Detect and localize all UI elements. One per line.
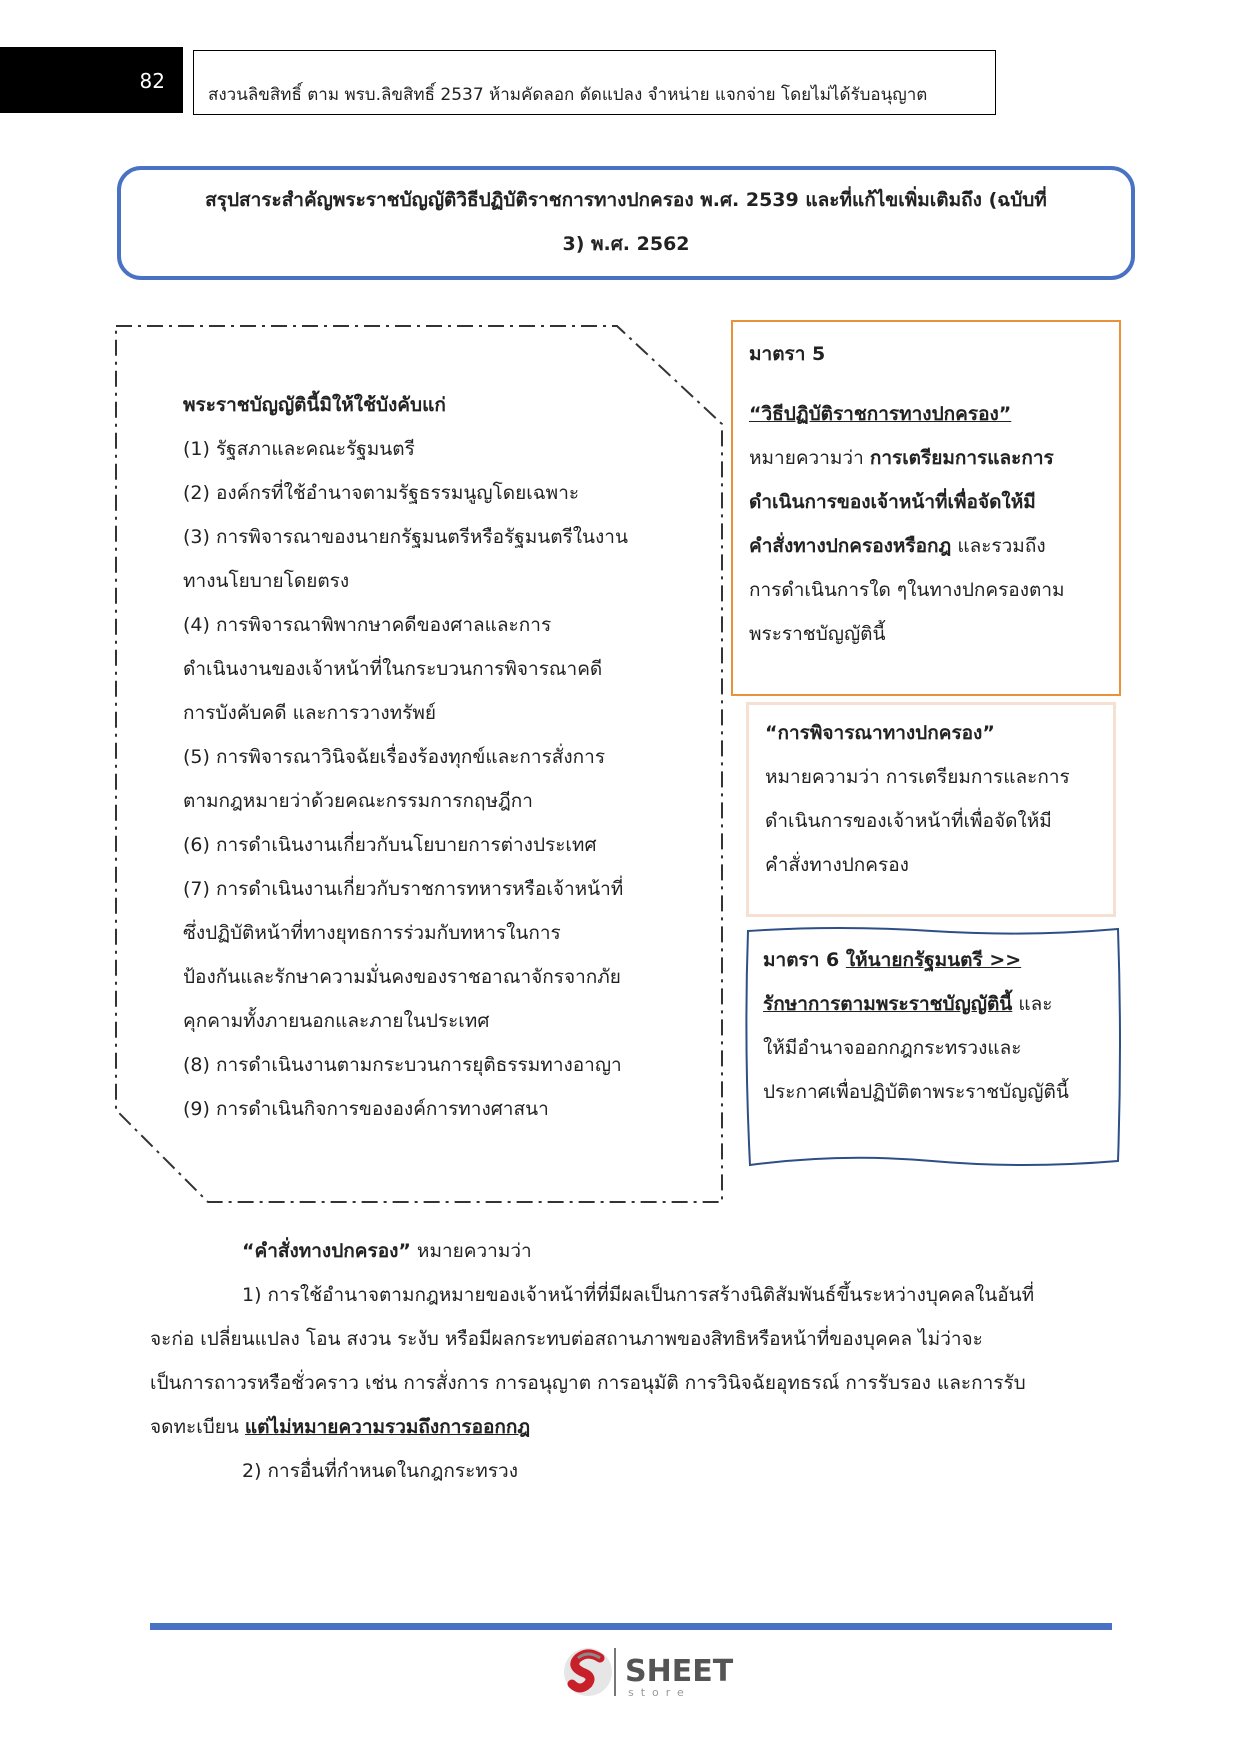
list-item: (9) การดำเนินกิจการขององค์การทางศาสนา xyxy=(183,1098,549,1120)
section-5-text-bold: คำสั่งทางปกครองหรือกฎ xyxy=(749,535,952,557)
section-5-box xyxy=(731,320,1121,696)
section-6-text-underlined: ให้นายกรัฐมนตรี >> xyxy=(845,949,1022,971)
header-copyright-box xyxy=(193,50,996,115)
paragraph-line: จะก่อ เปลี่ยนแปลง โอน สงวน ระงับ หรือมีผลกระทบต่อสถานภาพของสิทธิหรือหน้าที่ของบุคคล ไม่ว่าจะ xyxy=(150,1328,983,1350)
list-item: คุกคามทั้งภายนอกและภายในประเทศ xyxy=(183,1010,490,1032)
section-6-text: และ xyxy=(1012,993,1053,1015)
admin-order-term-suffix: หมายความว่า xyxy=(410,1240,532,1262)
page-number-block xyxy=(0,47,183,113)
section-5-text-bold: การเตรียมการและการ xyxy=(869,447,1054,469)
list-item: การบังคับคดี และการวางทรัพย์ xyxy=(183,702,437,724)
list-item: (7) การดำเนินงานเกี่ยวกับราชการทหารหรือเจ้าหน้าที่ xyxy=(183,878,624,900)
paragraph-line: เป็นการถาวรหรือชั่วคราว เช่น การสั่งการ การอนุญาต การอนุมัติ การวินิจฉัยอุทธรณ์ การรับรอง และการรับ xyxy=(150,1372,1026,1394)
consideration-text: คำสั่งทางปกครอง xyxy=(765,854,909,876)
section-5-text: หมายความว่า xyxy=(749,447,870,469)
consideration-term: “การพิจารณาทางปกครอง” xyxy=(765,722,995,744)
paragraph-emphasis: แต่ไม่หมายความรวมถึงการออกกฎ xyxy=(244,1416,531,1438)
exclusions-list xyxy=(183,383,723,1131)
list-item: (3) การพิจารณาของนายกรัฐมนตรีหรือรัฐมนตรีในงาน xyxy=(183,526,628,548)
list-item: ตามกฎหมายว่าด้วยคณะกรรมการกฤษฎีกา xyxy=(183,790,533,812)
section-6-text: ประกาศเพื่อปฏิบัติตาพระราชบัญญัตินี้ xyxy=(763,1081,1069,1103)
logo-subtitle: store xyxy=(628,1686,691,1699)
list-item: ซึ่งปฏิบัติหน้าที่ทางยุทธการร่วมกับทหารในการ xyxy=(183,922,561,944)
consideration-box xyxy=(746,702,1116,917)
admin-order-definition xyxy=(150,1229,1110,1493)
list-item: (2) องค์กรที่ใช้อำนาจตามรัฐธรรมนูญโดยเฉพาะ xyxy=(183,482,580,504)
section-6-text-underlined: รักษาการตามพระราชบัญญัตินี้ xyxy=(763,993,1013,1015)
exclusions-heading: พระราชบัญญัตินี้มิให้ใช้บังคับแก่ xyxy=(183,394,446,416)
section-6-text: ให้มีอำนาจออกกฎกระทรวงและ xyxy=(763,1037,1022,1059)
footer-rule xyxy=(150,1623,1112,1630)
list-item: ดำเนินงานของเจ้าหน้าที่ในกระบวนการพิจารณาคดี xyxy=(183,658,603,680)
paragraph-line: 2) การอื่นที่กำหนดในกฎกระทรวง xyxy=(242,1460,518,1482)
title-line-2: 3) พ.ศ. 2562 xyxy=(562,233,690,255)
section-6-label: มาตรา 6 xyxy=(763,949,846,971)
list-item: (6) การดำเนินงานเกี่ยวกับนโยบายการต่างประเทศ xyxy=(183,834,597,856)
title-box xyxy=(117,166,1135,280)
logo-divider xyxy=(614,1648,616,1696)
list-item: (8) การดำเนินงานตามกระบวนการยุติธรรมทางอาญา xyxy=(183,1054,622,1076)
section-5-text: และรวมถึง xyxy=(951,535,1046,557)
consideration-text: ดำเนินการของเจ้าหน้าที่เพื่อจัดให้มี xyxy=(765,810,1052,832)
list-item: (1) รัฐสภาและคณะรัฐมนตรี xyxy=(183,438,415,460)
paragraph-line: จดทะเบียน xyxy=(150,1416,245,1438)
section-5-text-bold: ดำเนินการของเจ้าหน้าที่เพื่อจัดให้มี xyxy=(749,491,1036,513)
section-5-text: การดำเนินการใด ๆในทางปกครองตาม xyxy=(749,579,1065,601)
list-item: ทางนโยบายโดยตรง xyxy=(183,570,350,592)
list-item: (4) การพิจารณาพิพากษาคดีของศาลและการ xyxy=(183,614,552,636)
logo-wordmark: SHEET xyxy=(625,1654,734,1689)
section-6-text-block xyxy=(763,938,1123,1114)
section-5-label: มาตรา 5 xyxy=(749,343,826,365)
section-5-term: “วิธีปฏิบัติราชการทางปกครอง” xyxy=(749,403,1012,425)
title-line-1: สรุปสาระสำคัญพระราชบัญญัติวิธีปฏิบัติราชการทางปกครอง พ.ศ. 2539 และที่แก้ไขเพิ่มเติมถึง (ฉบับที่ xyxy=(205,189,1047,211)
consideration-text: หมายความว่า การเตรียมการและการ xyxy=(765,766,1070,788)
sheet-store-logo-icon xyxy=(560,1644,616,1700)
section-5-text: พระราชบัญญัตินี้ xyxy=(749,623,886,645)
admin-order-term: “คำสั่งทางปกครอง” xyxy=(242,1240,411,1262)
copyright-notice: สงวนลิขสิทธิ์ ตาม พรบ.ลิขสิทธิ์ 2537 ห้ามคัดลอก ดัดแปลง จำหน่าย แจกจ่าย โดยไม่ได้รับอนุญาต xyxy=(208,85,928,105)
list-item: (5) การพิจารณาวินิจฉัยเรื่องร้องทุกข์และการสั่งการ xyxy=(183,746,606,768)
page-number: 82 xyxy=(139,69,165,93)
list-item: ป้องกันและรักษาความมั่นคงของราชอาณาจักรจากภัย xyxy=(183,966,621,988)
paragraph-line: 1) การใช้อำนาจตามกฎหมายของเจ้าหน้าที่ที่มีผลเป็นการสร้างนิติสัมพันธ์ขึ้นระหว่างบุคคลในอันที่ xyxy=(242,1284,1035,1306)
